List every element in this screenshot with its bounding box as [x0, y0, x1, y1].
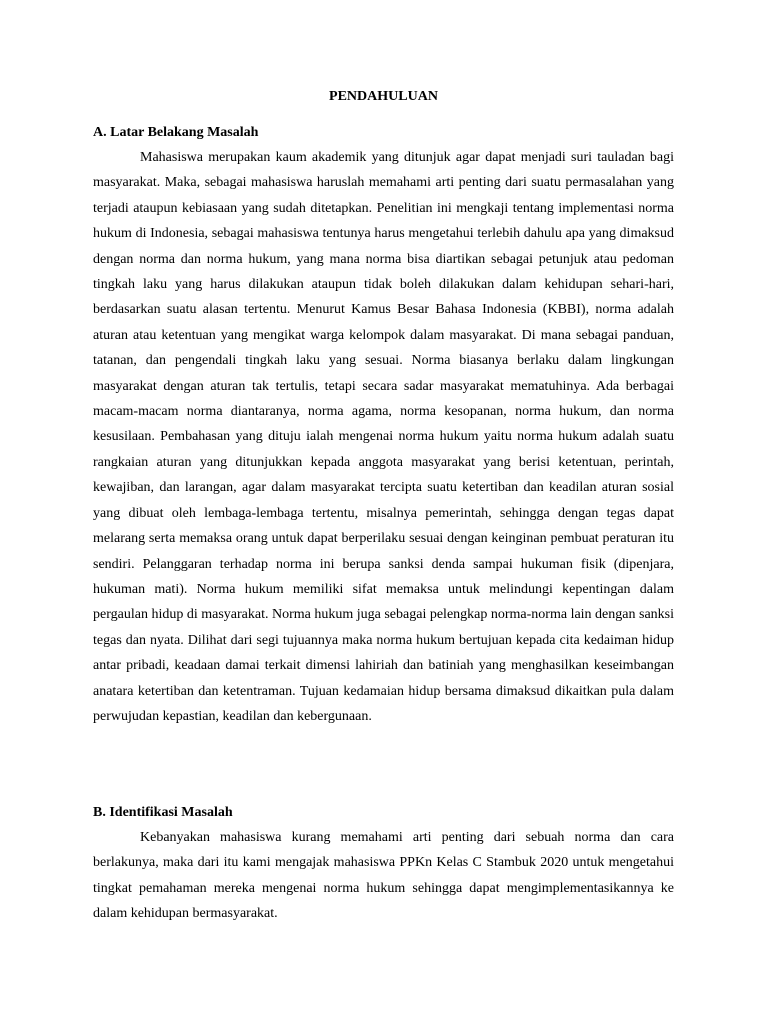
section-heading-identifikasi-masalah: B. Identifikasi Masalah [93, 805, 233, 820]
document-title: PENDAHULUAN [329, 89, 438, 104]
section-paragraph-latar-belakang: Mahasiswa merupakan kaum akademik yang ditunjuk agar dapat menjadi suri tauladan bagi masyarakat. Maka, sebagai mahasiswa haruslah memahami arti penting dari suatu permasalahan yang terjadi ataupun kebiasaan yang sudah ditetapkan. Penelitian ini mengkaji tentang implementasi norma hukum di Indonesia, sebagai mahasiswa tentunya harus mengetahui terlebih dahulu apa yang dimaksud dengan norma dan norma hukum, yang mana norma bisa diartikan sebagai petunjuk atau pedoman tingkah laku yang harus dilakukan ataupun tidak boleh dilakukan dalam kehidupan sehari-hari, berdasarkan suatu alasan tertentu. Menurut Kamus Besar Bahasa Indonesia (KBBI), norma adalah aturan atau ketentuan yang mengikat warga kelompok dalam masyarakat. Di mana sebagai panduan, tatanan, dan pengendali tingkah laku yang sesuai. Norma biasanya berlaku dalam lingkungan masyarakat dengan aturan tak tertulis, tetapi secara sadar masyarakat mematuhinya. Ada berbagai macam-macam norma diantaranya, norma agama, norma kesopanan, norma hukum, dan norma kesusilaan. Pembahasan yang dituju ialah mengenai norma hukum yaitu norma hukum adalah suatu rangkaian aturan yang ditunjukkan kepada anggota masyarakat yang berisi ketentuan, perintah, kewajiban, dan larangan, agar dalam masyarakat tercipta suatu ketertiban dan keadilan aturan sosial yang dibuat oleh lembaga-lembaga tertentu, misalnya pemerintah, sehingga dengan tegas dapat melarang serta memaksa orang untuk dapat berperilaku sesuai dengan keinginan pembuat peraturan itu sendiri. Pelanggaran terhadap norma ini berupa sanksi denda sampai hukuman fisik (dipenjara, hukuman mati). Norma hukum memiliki sifat memaksa untuk melindungi kepentingan dalam pergaulan hidup di masyarakat. Norma hukum juga sebagai pelengkap norma-norma lain dengan sanksi tegas dan nyata. Dilihat dari segi tujuannya maka norma hukum bertujuan kepada cita kedaiman hidup antar pribadi, keadaan damai terkait dimensi lahiriah dan batiniah yang menghasilkan keseimbangan anatara ketertiban dan ketentraman. Tujuan kedamaian hidup bersama dimaksud dikaitkan pula dalam perwujudan kepastian, keadilan dan kebergunaan. [93, 150, 674, 724]
section-heading-latar-belakang: A. Latar Belakang Masalah [93, 125, 259, 140]
section-paragraph-identifikasi-masalah: Kebanyakan mahasiswa kurang memahami arti penting dari sebuah norma dan cara berlakunya, maka dari itu kami mengajak mahasiswa PPKn Kelas C Stambuk 2020 untuk mengetahui tingkat pemahaman mereka mengenai norma hukum sehingga dapat mengimplementasikannya ke dalam kehidupan bermasyarakat. [93, 830, 674, 922]
